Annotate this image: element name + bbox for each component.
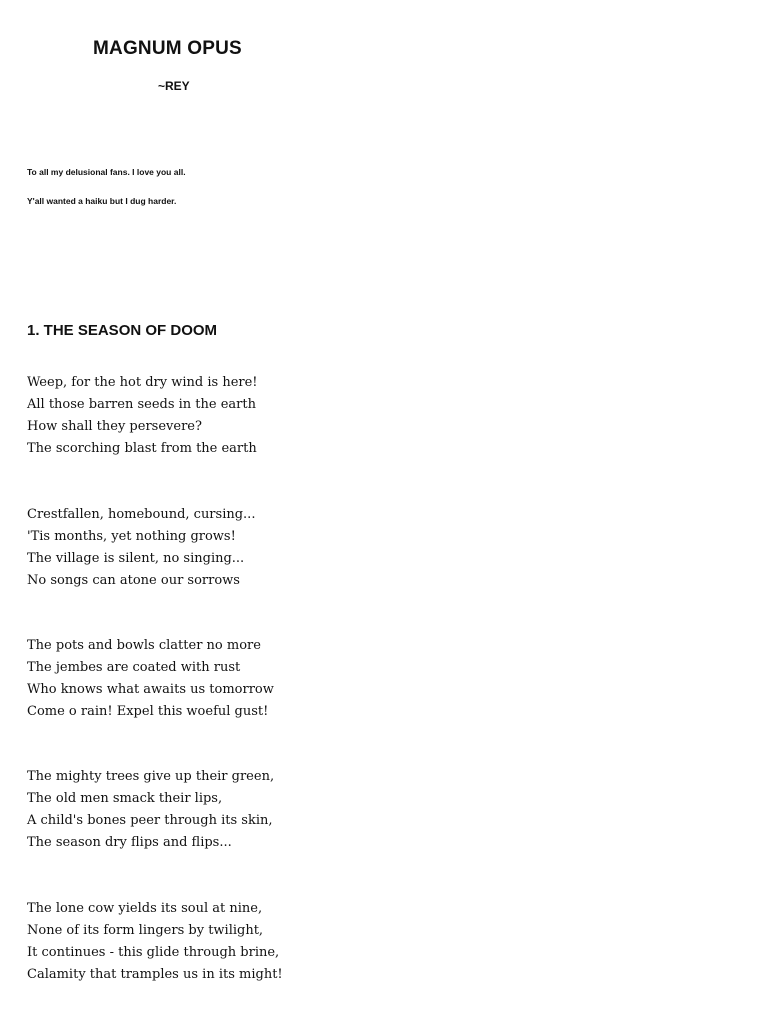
poem-line: Come o rain! Expel this woeful gust! [27,703,269,719]
poem-line: The old men smack their lips, [27,790,223,806]
stanza-1 [27,372,258,460]
dedication-line-1: To all my delusional fans. I love you all. [27,167,186,177]
poem-line: None of its form lingers by twilight, [27,922,264,938]
stanza-2 [27,504,255,592]
poem-line: The lone cow yields its soul at nine, [27,901,263,916]
poem-line: Who knows what awaits us tomorrow [27,681,274,697]
poem-line: Crestfallen, homebound, cursing... [27,507,256,522]
poem-line: The jembes are coated with rust [27,659,241,675]
author-byline: ~REY [158,79,190,93]
stanza-3 [27,635,274,723]
poem-line: The pots and bowls clatter no more [27,638,261,653]
poem-line: Calamity that tramples us in its might! [27,966,283,982]
stanza-4 [27,766,274,854]
document-title: MAGNUM OPUS [93,38,242,59]
poem-line: How shall they persevere? [27,418,202,434]
poem-line: Weep, for the hot dry wind is here! [27,375,258,390]
stanza-5 [27,898,283,986]
poem-line: All those barren seeds in the earth [27,396,256,412]
section-heading: 1. THE SEASON OF DOOM [27,322,218,339]
poem-line: 'Tis months, yet nothing grows! [27,528,236,544]
poem-line: It continues - this glide through brine, [27,944,280,960]
poem-line: The scorching blast from the earth [27,440,257,456]
poem-line: The village is silent, no singing... [27,550,245,566]
poem-line: No songs can atone our sorrows [27,572,240,588]
poem-line: A child's bones peer through its skin, [27,812,273,828]
dedication-line-2: Y'all wanted a haiku but I dug harder. [27,196,177,206]
poem-line: The mighty trees give up their green, [27,769,275,784]
poem-line: The season dry flips and flips... [27,834,232,850]
